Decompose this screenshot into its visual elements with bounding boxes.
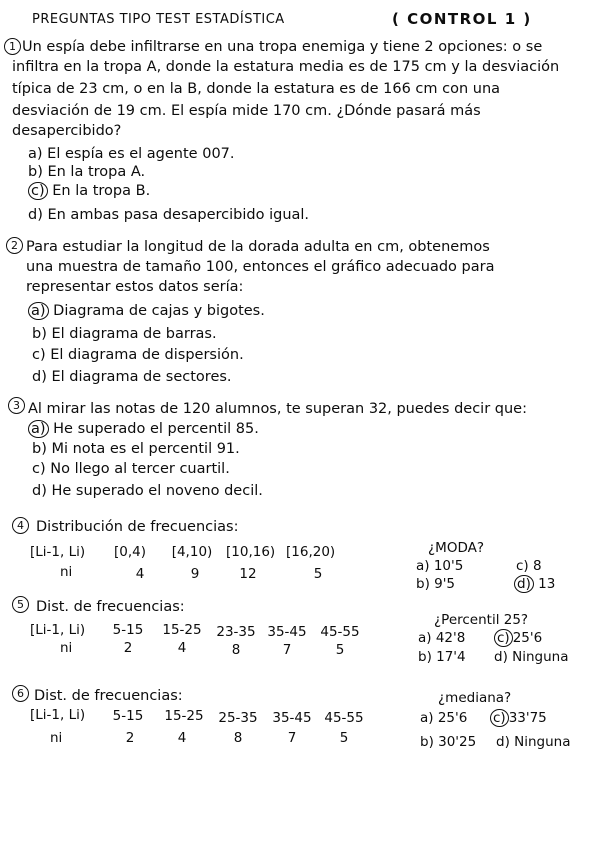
question-3-number: 3 [8, 397, 25, 414]
q5-marked-answer: c) [494, 629, 513, 647]
q2-option-c: c) El diagrama de dispersión. [32, 347, 244, 363]
question-5-number: 5 [12, 596, 29, 613]
q2-marked-answer: a) [28, 302, 49, 320]
q5-freq: 5 [335, 642, 345, 658]
q6-freq: 8 [233, 730, 243, 746]
q6-option-c: c) 33'75 [490, 710, 547, 726]
q4-freq: 5 [313, 566, 323, 582]
q5-option-d: d) Ninguna [494, 649, 569, 665]
q6-freq: 5 [339, 730, 349, 746]
q3-option-b: b) Mi nota es el percentil 91. [32, 441, 240, 457]
q6-interval-label: [Li-1, Li) [30, 707, 86, 723]
q5-option-a: a) 42'8 [418, 630, 466, 646]
q6-interval: 45-55 [324, 710, 364, 726]
q4-interval: [0,4) [113, 544, 146, 560]
q6-freq: 2 [125, 730, 135, 746]
q6-option-b: b) 30'25 [420, 734, 477, 750]
q6-interval: 25-35 [218, 710, 258, 726]
q4-option-b: b) 9'5 [416, 576, 456, 592]
q5-interval: 5-15 [112, 622, 144, 638]
q6-freq: 7 [287, 730, 297, 746]
q3-option-d: d) He superado el noveno decil. [32, 483, 263, 499]
q4-option-d: d) 13 [514, 576, 555, 592]
q6-question: ¿mediana? [438, 690, 512, 706]
q6-freq: 4 [177, 730, 187, 746]
q5-freq: 8 [231, 642, 241, 658]
q5-interval: 15-25 [162, 622, 202, 638]
q3-marked-answer: a) [28, 420, 49, 438]
q1-line-2: infiltra en la tropa A, donde la estatura media es de 175 cm y la desviación [12, 59, 560, 75]
q4-option-a: a) 10'5 [416, 558, 464, 574]
q5-interval: 45-55 [320, 624, 360, 640]
q5-option-b: b) 17'4 [418, 649, 466, 665]
q6-interval: 15-25 [164, 708, 204, 724]
q1-marked-answer: c) [28, 182, 48, 200]
q4-freq: 9 [190, 566, 200, 582]
q2-line-2: una muestra de tamaño 100, entonces el gráfico adecuado para [26, 259, 495, 275]
q2-option-b: b) El diagrama de barras. [32, 326, 217, 342]
q6-marked-answer: c) [490, 709, 509, 727]
q4-question: ¿MODA? [428, 540, 484, 556]
q1-line-1: Un espía debe infiltrarse en una tropa enemiga y tiene 2 opciones: o se [22, 39, 543, 55]
q1-option-c: c) En la tropa B. [28, 182, 150, 200]
q1-option-a: a) El espía es el agente 007. [28, 146, 235, 162]
q6-freq-label: ni [50, 730, 63, 746]
q5-title: Dist. de frecuencias: [36, 599, 185, 615]
q4-interval: [4,10) [171, 544, 213, 560]
q6-title: Dist. de frecuencias: [34, 688, 183, 704]
q4-freq: 4 [135, 566, 145, 582]
q5-interval: 23-35 [216, 624, 256, 640]
q5-freq: 2 [123, 640, 133, 656]
q3-option-c: c) No llego al tercer cuartil. [32, 461, 230, 477]
q4-interval: [10,16) [226, 544, 276, 560]
page-title: PREGUNTAS TIPO TEST ESTADÍSTICA [32, 12, 285, 27]
q4-freq: 12 [239, 566, 257, 582]
q1-line-4: desviación de 19 cm. El espía mide 170 cm. ¿Dónde pasará más [12, 103, 481, 119]
q6-option-d: d) Ninguna [496, 734, 571, 750]
q6-option-a: a) 25'6 [420, 710, 468, 726]
q2-option-a: a) Diagrama de cajas y bigotes. [28, 302, 265, 320]
question-4-number: 4 [12, 517, 29, 534]
q1-option-b: b) En la tropa A. [28, 164, 146, 180]
q4-freq-label: ni [60, 564, 73, 580]
q3-option-a: a) He superado el percentil 85. [28, 420, 259, 438]
q5-interval: 35-45 [267, 624, 307, 640]
q5-option-c: c) 25'6 [494, 630, 542, 646]
question-2-number: 2 [6, 237, 23, 254]
q4-interval-label: [Li-1, Li) [30, 544, 86, 560]
q4-marked-answer: d) [514, 575, 534, 593]
q2-line-1: Para estudiar la longitud de la dorada adulta en cm, obtenemos [26, 239, 490, 255]
q4-option-c: c) 8 [516, 558, 542, 574]
q5-interval-label: [Li-1, Li) [30, 622, 86, 638]
q1-line-5: desapercibido? [12, 123, 122, 139]
q4-title: Distribución de frecuencias: [36, 519, 239, 535]
question-1-number: 1 [4, 38, 21, 55]
q5-freq-label: ni [60, 640, 73, 656]
q6-interval: 5-15 [112, 708, 144, 724]
question-6-number: 6 [12, 685, 29, 702]
q5-freq: 7 [282, 642, 292, 658]
q4-interval: [16,20) [286, 544, 336, 560]
q1-option-d: d) En ambas pasa desapercibido igual. [28, 207, 310, 223]
control-label: ( CONTROL 1 ) [392, 10, 532, 28]
q6-interval: 35-45 [272, 710, 312, 726]
q3-line-1: Al mirar las notas de 120 alumnos, te superan 32, puedes decir que: [28, 401, 527, 417]
q5-freq: 4 [177, 640, 187, 656]
q2-option-d: d) El diagrama de sectores. [32, 369, 232, 385]
q2-line-3: representar estos datos sería: [26, 279, 244, 295]
q1-line-3: típica de 23 cm, o en la B, donde la estatura es de 166 cm con una [12, 81, 501, 97]
q5-question: ¿Percentil 25? [434, 612, 529, 628]
